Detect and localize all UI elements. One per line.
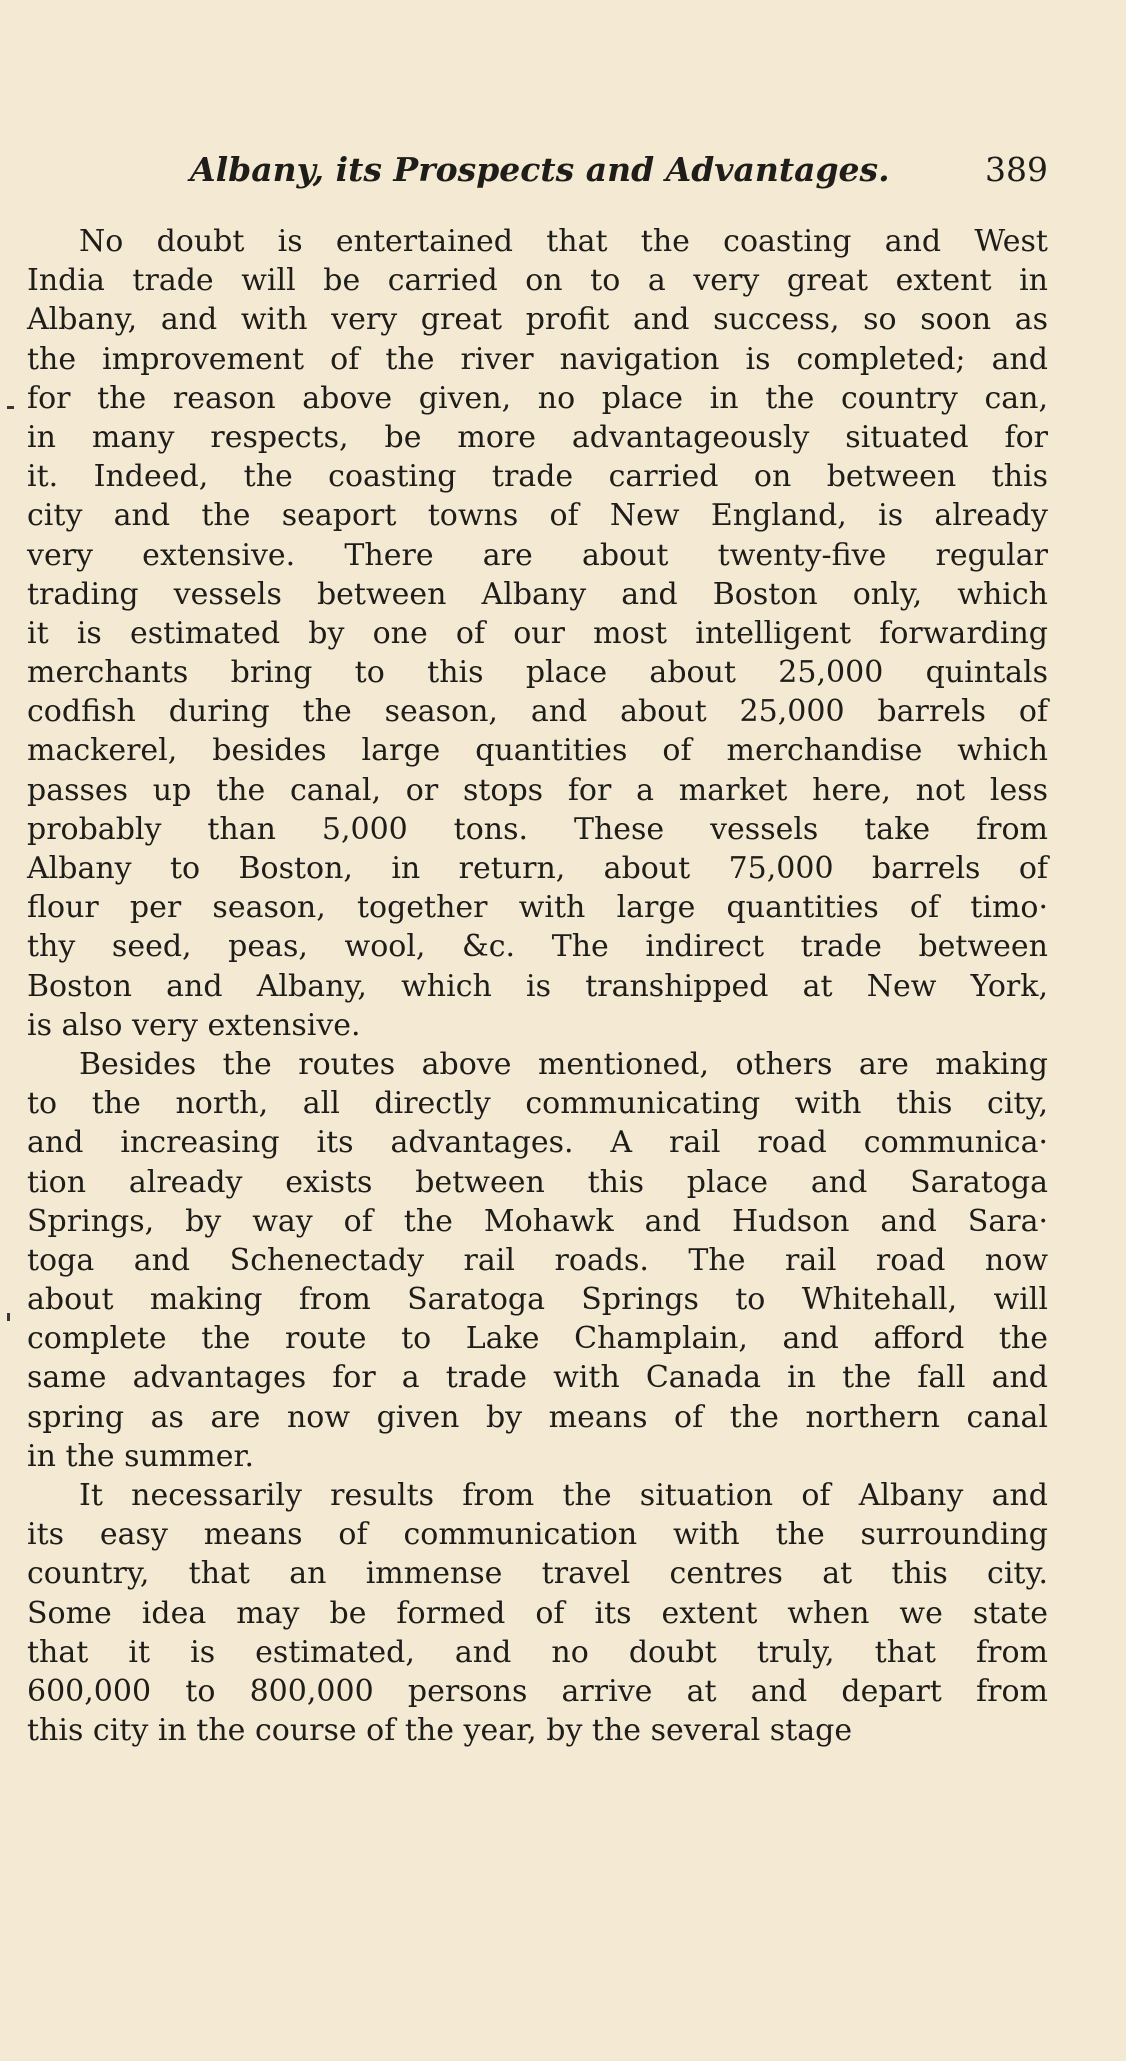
text-line: in many respects, be more advantageously situated for (27, 419, 1048, 455)
text-line: Albany, and with very great profit and success, so soon as (27, 302, 1048, 338)
text-line: probably than 5,000 tons. These vessels take from (27, 811, 1048, 847)
text-line: same advantages for a trade with Canada in the fall and (27, 1360, 1048, 1396)
text-line: mackerel, besides large quantities of merchandise which (27, 733, 1048, 769)
text-line: for the reason above given, no place in the country can, (27, 380, 1048, 416)
text-line: its easy means of communication with the surrounding (27, 1517, 1048, 1553)
margin-mark (7, 406, 14, 409)
text-line: about making from Saratoga Springs to Whitehall, will (27, 1282, 1048, 1318)
text-line: Besides the routes above mentioned, others are making (79, 1046, 1048, 1082)
text-line: is also very extensive. (27, 1007, 361, 1043)
margin-mark (7, 1313, 10, 1321)
text-line: the improvement of the river navigation is completed; and (27, 341, 1048, 377)
text-line: complete the route to Lake Champlain, and afford the (27, 1321, 1048, 1357)
text-line: to the north, all directly communicating with this city, (27, 1086, 1048, 1122)
text-line: passes up the canal, or stops for a market here, not less (27, 772, 1048, 808)
text-line: spring as are now given by means of the northern canal (27, 1399, 1048, 1435)
text-line: flour per season, together with large quantities of timo· (27, 890, 1048, 926)
text-line: it is estimated by one of our most intelligent forwarding (27, 615, 1048, 651)
text-line: It necessarily results from the situation of Albany and (79, 1478, 1048, 1513)
page-number: 389 (985, 150, 1048, 189)
text-line: Boston and Albany, which is transhipped at New York, (27, 968, 1048, 1004)
text-line: codfish during the season, and about 25,000 barrels of (27, 694, 1048, 730)
text-line: trading vessels between Albany and Boston only, which (27, 576, 1048, 612)
text-line: this city in the course of the year, by the several stage (27, 1713, 853, 1749)
text-line: Springs, by way of the Mohawk and Hudson and Sara· (27, 1203, 1048, 1239)
text-line: Albany to Boston, in return, about 75,000 barrels of (27, 851, 1048, 886)
text-line: that it is estimated, and no doubt truly, that from (27, 1634, 1048, 1670)
text-line: 600,000 to 800,000 persons arrive at and depart from (27, 1673, 1048, 1709)
text-line: very extensive. There are about twenty-five regular (27, 537, 1048, 573)
body-text (27, 222, 1048, 1750)
text-line: thy seed, peas, wool, &c. The indirect trade between (27, 929, 1048, 965)
running-head: Albany, its Prospects and Advantages. (190, 150, 890, 189)
text-line: it. Indeed, the coasting trade carried on between this (27, 459, 1048, 495)
text-line: Some idea may be formed of its extent when we state (27, 1595, 1048, 1631)
text-line: and increasing its advantages. A rail road communica· (27, 1125, 1048, 1161)
text-line: in the summer. (27, 1438, 255, 1474)
text-line: tion already exists between this place and Saratoga (27, 1164, 1048, 1200)
page-header (190, 150, 1048, 200)
text-line: country, that an immense travel centres at this city. (27, 1556, 1048, 1592)
text-line: India trade will be carried on to a very great extent in (27, 263, 1048, 299)
text-line: toga and Schenectady rail roads. The rail road now (27, 1242, 1048, 1278)
text-line: No doubt is entertained that the coasting and West (79, 224, 1048, 259)
text-line: merchants bring to this place about 25,000 quintals (27, 655, 1048, 691)
text-line: city and the seaport towns of New England, is already (27, 498, 1048, 534)
